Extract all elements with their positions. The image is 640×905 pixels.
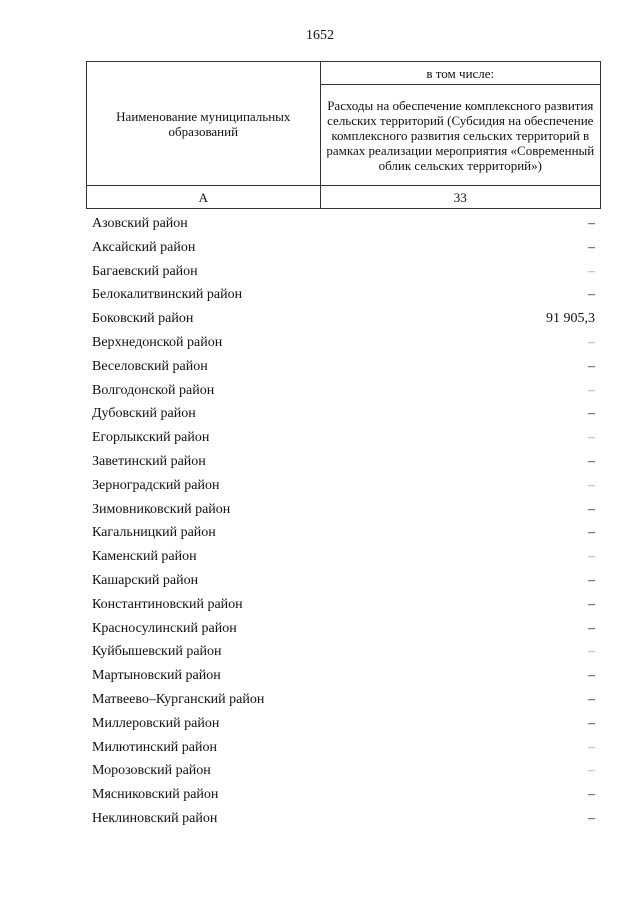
row-value: – (588, 477, 595, 493)
row-value: 91 905,3 (546, 311, 595, 327)
column-code-33: 33 (320, 186, 600, 209)
row-value: – (588, 430, 595, 446)
table-row (0, 545, 640, 569)
municipality-name: Каменский район (92, 549, 197, 565)
municipality-name: Красносулинский район (92, 620, 237, 636)
row-value: – (588, 787, 595, 803)
municipality-name: Волгодонской район (92, 382, 215, 398)
table-row (0, 260, 640, 284)
municipality-name: Мартыновский район (92, 668, 221, 684)
row-value: – (588, 715, 595, 731)
row-value: – (588, 501, 595, 517)
municipality-name: Матвеево–Курганский район (92, 691, 265, 707)
table-row (0, 640, 640, 664)
row-value: – (588, 596, 595, 612)
row-value: – (588, 525, 595, 541)
municipality-name: Верхнедонской район (92, 334, 223, 350)
municipality-name: Морозовский район (92, 763, 211, 779)
table-row (0, 759, 640, 783)
row-value: – (588, 216, 595, 231)
table-row (0, 736, 640, 760)
table-row (0, 355, 640, 379)
municipality-name: Кашарский район (92, 572, 199, 588)
municipality-name: Зерноградский район (92, 477, 220, 493)
table-row (0, 474, 640, 498)
municipality-name: Дубовский район (92, 406, 196, 422)
table-row (0, 664, 640, 688)
table-row (0, 498, 640, 522)
row-value: – (588, 263, 595, 279)
page-number: 1652 (306, 28, 334, 43)
table-row (0, 402, 640, 426)
municipality-name: Боковский район (92, 311, 194, 327)
municipality-name: Азовский район (92, 216, 188, 231)
table-row (0, 379, 640, 403)
table-row (0, 521, 640, 545)
table-row (0, 617, 640, 641)
municipality-name: Константиновский район (92, 596, 243, 612)
row-value: – (588, 668, 595, 684)
municipality-name: Белокалитвинский район (92, 287, 243, 303)
municipality-name: Багаевский район (92, 263, 198, 279)
municipality-name: Миллеровский район (92, 715, 220, 731)
row-value: – (588, 620, 595, 636)
table-body (0, 212, 640, 831)
row-value: – (588, 644, 595, 660)
municipality-name: Кагальницкий район (92, 525, 216, 541)
column-code-a: А (87, 186, 321, 209)
municipality-name: Милютинский район (92, 739, 218, 755)
column-header-33: Расходы на обеспечение комплексного развития сельских территорий (Субсидия на обеспечение комплексного развития сельских территорий в рамках реализации мероприятия «Современный облик сельских территорий») (320, 85, 600, 186)
table-row (0, 426, 640, 450)
row-value: – (588, 763, 595, 779)
municipality-name: Неклиновский район (92, 810, 218, 826)
row-value: – (588, 453, 595, 469)
table-row (0, 307, 640, 331)
table-row (0, 569, 640, 593)
row-value: – (588, 334, 595, 350)
row-value: – (588, 406, 595, 422)
row-value: – (588, 287, 595, 303)
row-value: – (588, 549, 595, 565)
municipality-name: Заветинский район (92, 453, 206, 469)
row-value: – (588, 691, 595, 707)
row-value: – (588, 358, 595, 374)
municipality-name: Куйбышевский район (92, 644, 222, 660)
municipality-name: Мясниковский район (92, 787, 219, 803)
table-row (0, 236, 640, 260)
table-row (0, 807, 640, 831)
municipality-name: Веселовский район (92, 358, 208, 374)
row-value: – (588, 739, 595, 755)
table-row (0, 712, 640, 736)
table-row (0, 593, 640, 617)
table-row (0, 450, 640, 474)
row-value: – (588, 572, 595, 588)
table-row (0, 331, 640, 355)
municipality-name: Аксайский район (92, 239, 196, 255)
table-row (0, 212, 640, 236)
table-row (0, 688, 640, 712)
municipality-name: Егорлыкский район (92, 430, 210, 446)
column-group-including: в том числе: (320, 62, 600, 85)
municipality-name: Зимовниковский район (92, 501, 231, 517)
row-value: – (588, 382, 595, 398)
row-value: – (588, 810, 595, 826)
row-value: – (588, 239, 595, 255)
table-header (86, 61, 601, 209)
column-header-name: Наименование муниципальных образований (87, 62, 321, 186)
table-row (0, 783, 640, 807)
table-row (0, 283, 640, 307)
